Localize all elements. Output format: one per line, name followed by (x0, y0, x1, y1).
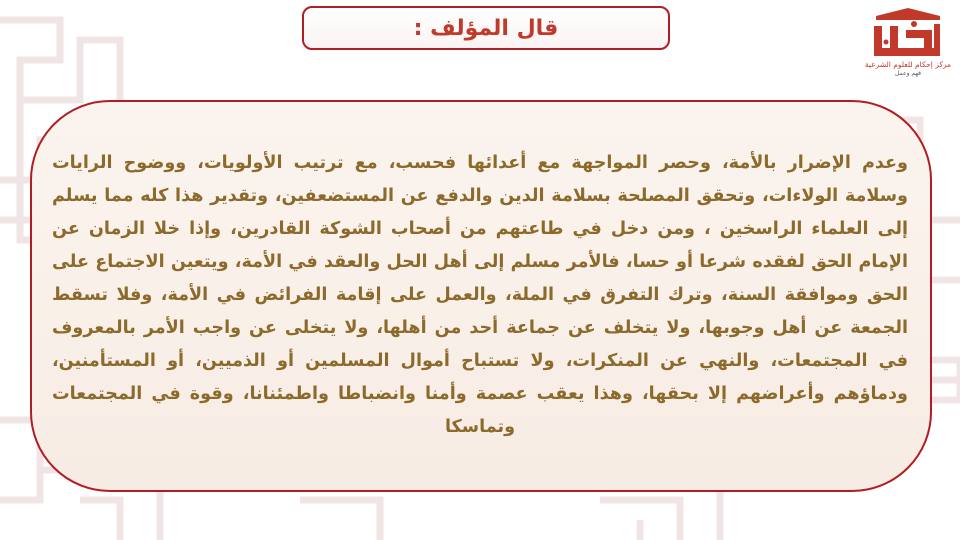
logo-subtitle-text: مركز إحكام للعلوم الشرعية (864, 60, 952, 69)
title-box (302, 6, 670, 50)
logo-subtitle (862, 60, 954, 78)
logo-tagline: فهم وعمل (894, 70, 922, 77)
content-paragraph: وعدم الإضرار بالأمة، وحصر المواجهة مع أعدائها فحسب، مع ترتيب الأولويات، ووضوح الرايات وسلامة الولاءات، وتحقق المصلحة بسلامة الدين والدفع عن المستضعفين، وتقدير هذا كله مما يسلم إلى العلماء الراسخين ، ومن دخل في طاعتهم من أصحاب الشوكة القادرين، وإذا خلا الزمان عن الإمام الحق لفقده شرعا أو حسا، فالأمر مسلم إلى أهل الحل والعقد في الأمة، ويتعين الاجتماع على الحق وموافقة السنة، وترك التفرق في الملة، والعمل على إقامة الفرائض في الأمة، وفلا تسقط الجمعة عن أهل وجوبها، ولا يتخلف عن جماعة أحد من أهلها، ولا يتخلى عن واجب الأمر بالمعروف في المجتمعات، والنهي عن المنكرات، ولا تستباح أموال المسلمين أو الذميين، أو المستأمنين، ودماؤهم وأعراضهم إلا بحقها، وهذا يعقب عصمة وأمنا وانضباطا واطمئنانا، وقوة في المجتمعات وتماسكا (52, 153, 908, 437)
page-title: قال المؤلف : (413, 15, 559, 41)
